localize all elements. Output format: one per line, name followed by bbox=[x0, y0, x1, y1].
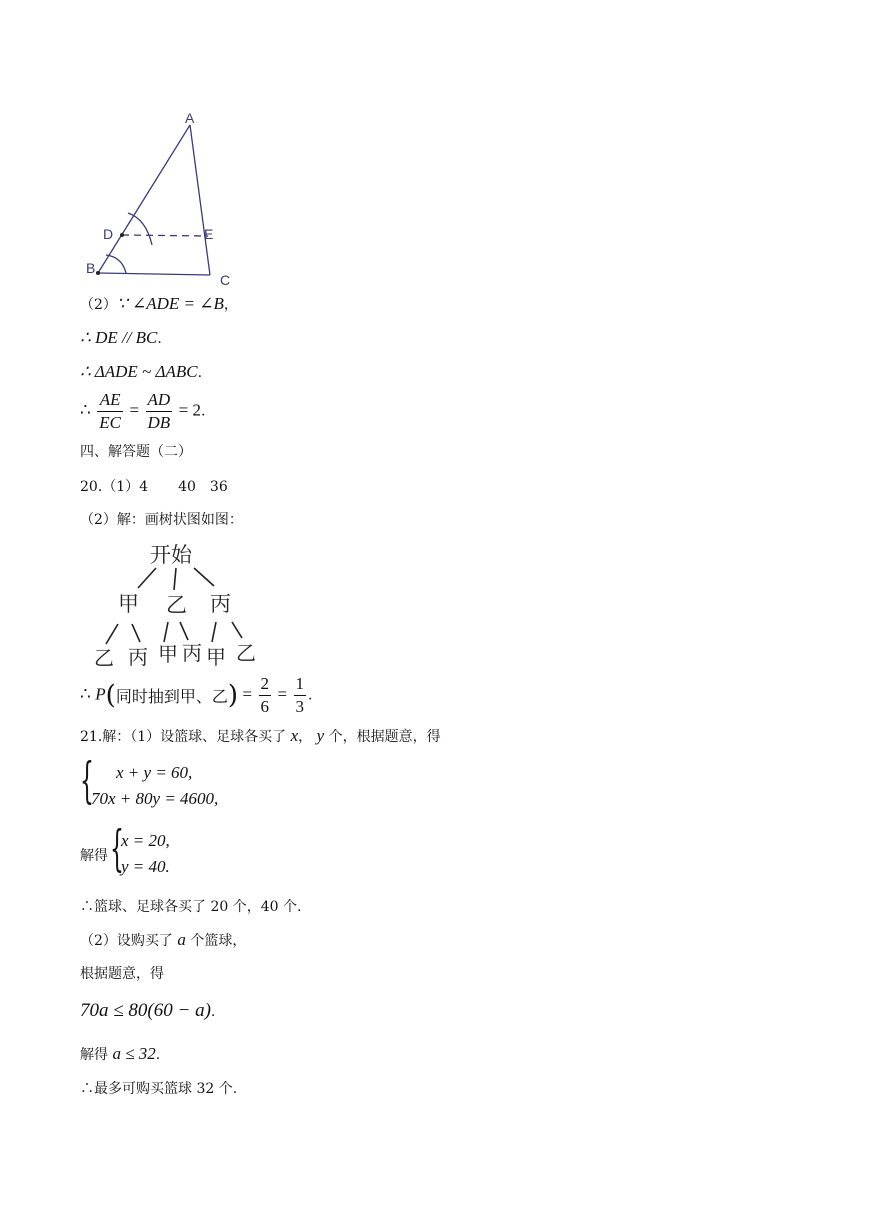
system-2-equation-1: x = 20, bbox=[121, 831, 170, 850]
tree-edge bbox=[194, 568, 214, 586]
prob-open-paren: ( bbox=[105, 680, 116, 711]
angle-arc-b bbox=[106, 255, 126, 273]
tree-level1-node: 乙 bbox=[166, 594, 187, 617]
proof-line-4-therefore: ∴ bbox=[80, 400, 91, 420]
tree-level2-node: 甲 bbox=[206, 647, 226, 669]
tree-diagram bbox=[88, 538, 278, 673]
fraction-one-third-denominator: 3 bbox=[295, 697, 304, 716]
fraction-one-third-numerator: 1 bbox=[294, 673, 307, 696]
prob-close-paren: ) bbox=[227, 680, 238, 711]
fraction-two-sixths-denominator: 6 bbox=[260, 697, 269, 716]
section-heading: 四、解答题（二） bbox=[80, 444, 192, 460]
inequality: 70a ≤ 80(60 − a) bbox=[80, 1000, 211, 1021]
system-1-brace: { bbox=[80, 755, 94, 810]
fraction-two-sixths-numerator: 2 bbox=[259, 673, 272, 696]
proof-line-1 bbox=[80, 294, 238, 315]
fraction-ad-db-denominator: DB bbox=[147, 413, 171, 432]
q21-part-2 bbox=[80, 930, 246, 951]
side-ac bbox=[190, 125, 210, 275]
label-b: B bbox=[86, 260, 96, 276]
proof-line-2-math: ∴ DE // BC bbox=[80, 328, 158, 347]
proof-line-4 bbox=[80, 389, 205, 434]
proof-line-1-suffix: ， bbox=[223, 297, 238, 313]
system-1-equation-1: x + y = 60, bbox=[116, 763, 193, 782]
tree-level2-node: 乙 bbox=[236, 643, 256, 665]
q21-conclusion-1: ∴篮球、足球各买了 20 个，40 个. bbox=[80, 899, 302, 915]
tree-edge bbox=[164, 622, 168, 642]
solve-label-1: 解得 bbox=[80, 848, 108, 864]
q21-conclusion-2: ∴最多可购买篮球 32 个. bbox=[80, 1081, 238, 1097]
label-e: E bbox=[204, 226, 214, 242]
q21-line-1 bbox=[80, 726, 441, 747]
tree-level2-node: 丙 bbox=[128, 647, 148, 669]
proof-line-3-math: ∴ ΔADE ~ ΔABC bbox=[80, 362, 198, 381]
inequality-suffix: . bbox=[210, 1004, 216, 1020]
tree-level1-node: 丙 bbox=[210, 593, 231, 616]
proof-line-4-eq1: = bbox=[129, 400, 140, 420]
prob-therefore: ∴ bbox=[80, 684, 91, 704]
triangle-figure bbox=[70, 105, 250, 290]
prob-eq-1: = bbox=[242, 684, 253, 704]
q21-line-1-prefix: 21.解：（1）设篮球、足球各买了 bbox=[80, 729, 287, 745]
tree-level2-node: 甲 bbox=[158, 644, 178, 666]
tree-edge bbox=[138, 568, 156, 588]
q21-by-problem: 根据题意，得 bbox=[80, 966, 164, 982]
system-1-equation-2: 70x + 80y = 4600, bbox=[91, 789, 219, 808]
q20-line-2: （2）解：画树状图如图： bbox=[80, 512, 243, 528]
q21-var-y: y bbox=[316, 726, 325, 745]
proof-line-1-math: ∵ ∠ADE = ∠B bbox=[116, 294, 224, 313]
tree-level2-node: 乙 bbox=[94, 648, 114, 670]
prob-p: P bbox=[95, 684, 106, 704]
tree-level2-node: 丙 bbox=[182, 643, 202, 665]
point-d bbox=[120, 233, 124, 237]
prob-suffix: . bbox=[308, 687, 313, 704]
label-a: A bbox=[185, 110, 195, 126]
tree-edge bbox=[180, 622, 188, 640]
prob-event: 同时抽到甲、乙 bbox=[115, 687, 228, 706]
solve-2-math: a ≤ 32 bbox=[112, 1044, 156, 1063]
side-ab bbox=[98, 125, 190, 273]
tree-level1-node: 甲 bbox=[118, 593, 139, 616]
tree-edge bbox=[174, 568, 176, 590]
side-bc bbox=[98, 273, 210, 275]
fraction-ae-ec bbox=[97, 389, 123, 434]
q21-part-2-prefix: （2）设购买了 bbox=[80, 933, 173, 949]
q21-line-1-mid: ， bbox=[298, 729, 313, 745]
proof-line-3-suffix: . bbox=[197, 365, 203, 381]
q20-answer-2: 40 bbox=[178, 479, 196, 495]
q20-line-1 bbox=[80, 477, 228, 497]
fraction-two-sixths bbox=[259, 673, 272, 718]
proof-line-2 bbox=[80, 328, 162, 349]
proof-line-2-suffix: . bbox=[157, 331, 162, 347]
system-2-brace: { bbox=[110, 823, 124, 878]
fraction-ad-db bbox=[146, 389, 173, 434]
q21-var-a: a bbox=[177, 930, 186, 949]
q21-line-1-suffix: 个，根据题意，得 bbox=[328, 729, 441, 745]
point-b bbox=[96, 271, 100, 275]
fraction-ae-ec-numerator: AE bbox=[97, 389, 123, 412]
probability-line bbox=[80, 673, 312, 718]
inequality-line bbox=[80, 1000, 215, 1022]
tree-edge bbox=[106, 624, 118, 644]
solve-2-suffix: . bbox=[155, 1047, 161, 1063]
q21-solve-2 bbox=[80, 1044, 160, 1065]
fraction-ae-ec-denominator: EC bbox=[99, 413, 122, 432]
q21-var-x: x bbox=[290, 726, 299, 745]
q20-answer-3: 36 bbox=[209, 479, 228, 495]
proof-line-4-suffix: . bbox=[200, 403, 206, 420]
fraction-ad-db-numerator: AD bbox=[146, 389, 173, 412]
label-c: C bbox=[220, 272, 231, 288]
proof-line-1-prefix: （2） bbox=[80, 297, 117, 313]
q20-answer-1: 20.（1）4 bbox=[80, 479, 149, 495]
segment-de-dashed bbox=[122, 235, 208, 236]
label-d: D bbox=[103, 226, 114, 242]
solve-label-2: 解得 bbox=[80, 1047, 108, 1063]
tree-root: 开始 bbox=[150, 544, 192, 567]
q21-part-2-suffix: 个篮球， bbox=[190, 933, 247, 949]
system-2-equation-2: y = 40. bbox=[121, 857, 170, 876]
tree-edge bbox=[232, 622, 242, 638]
fraction-one-third bbox=[294, 673, 307, 718]
tree-edge bbox=[132, 624, 140, 642]
tree-edge bbox=[212, 622, 216, 642]
prob-eq-2: = bbox=[277, 684, 288, 704]
proof-line-4-eq2: = 2 bbox=[178, 400, 201, 420]
proof-line-3 bbox=[80, 362, 202, 383]
